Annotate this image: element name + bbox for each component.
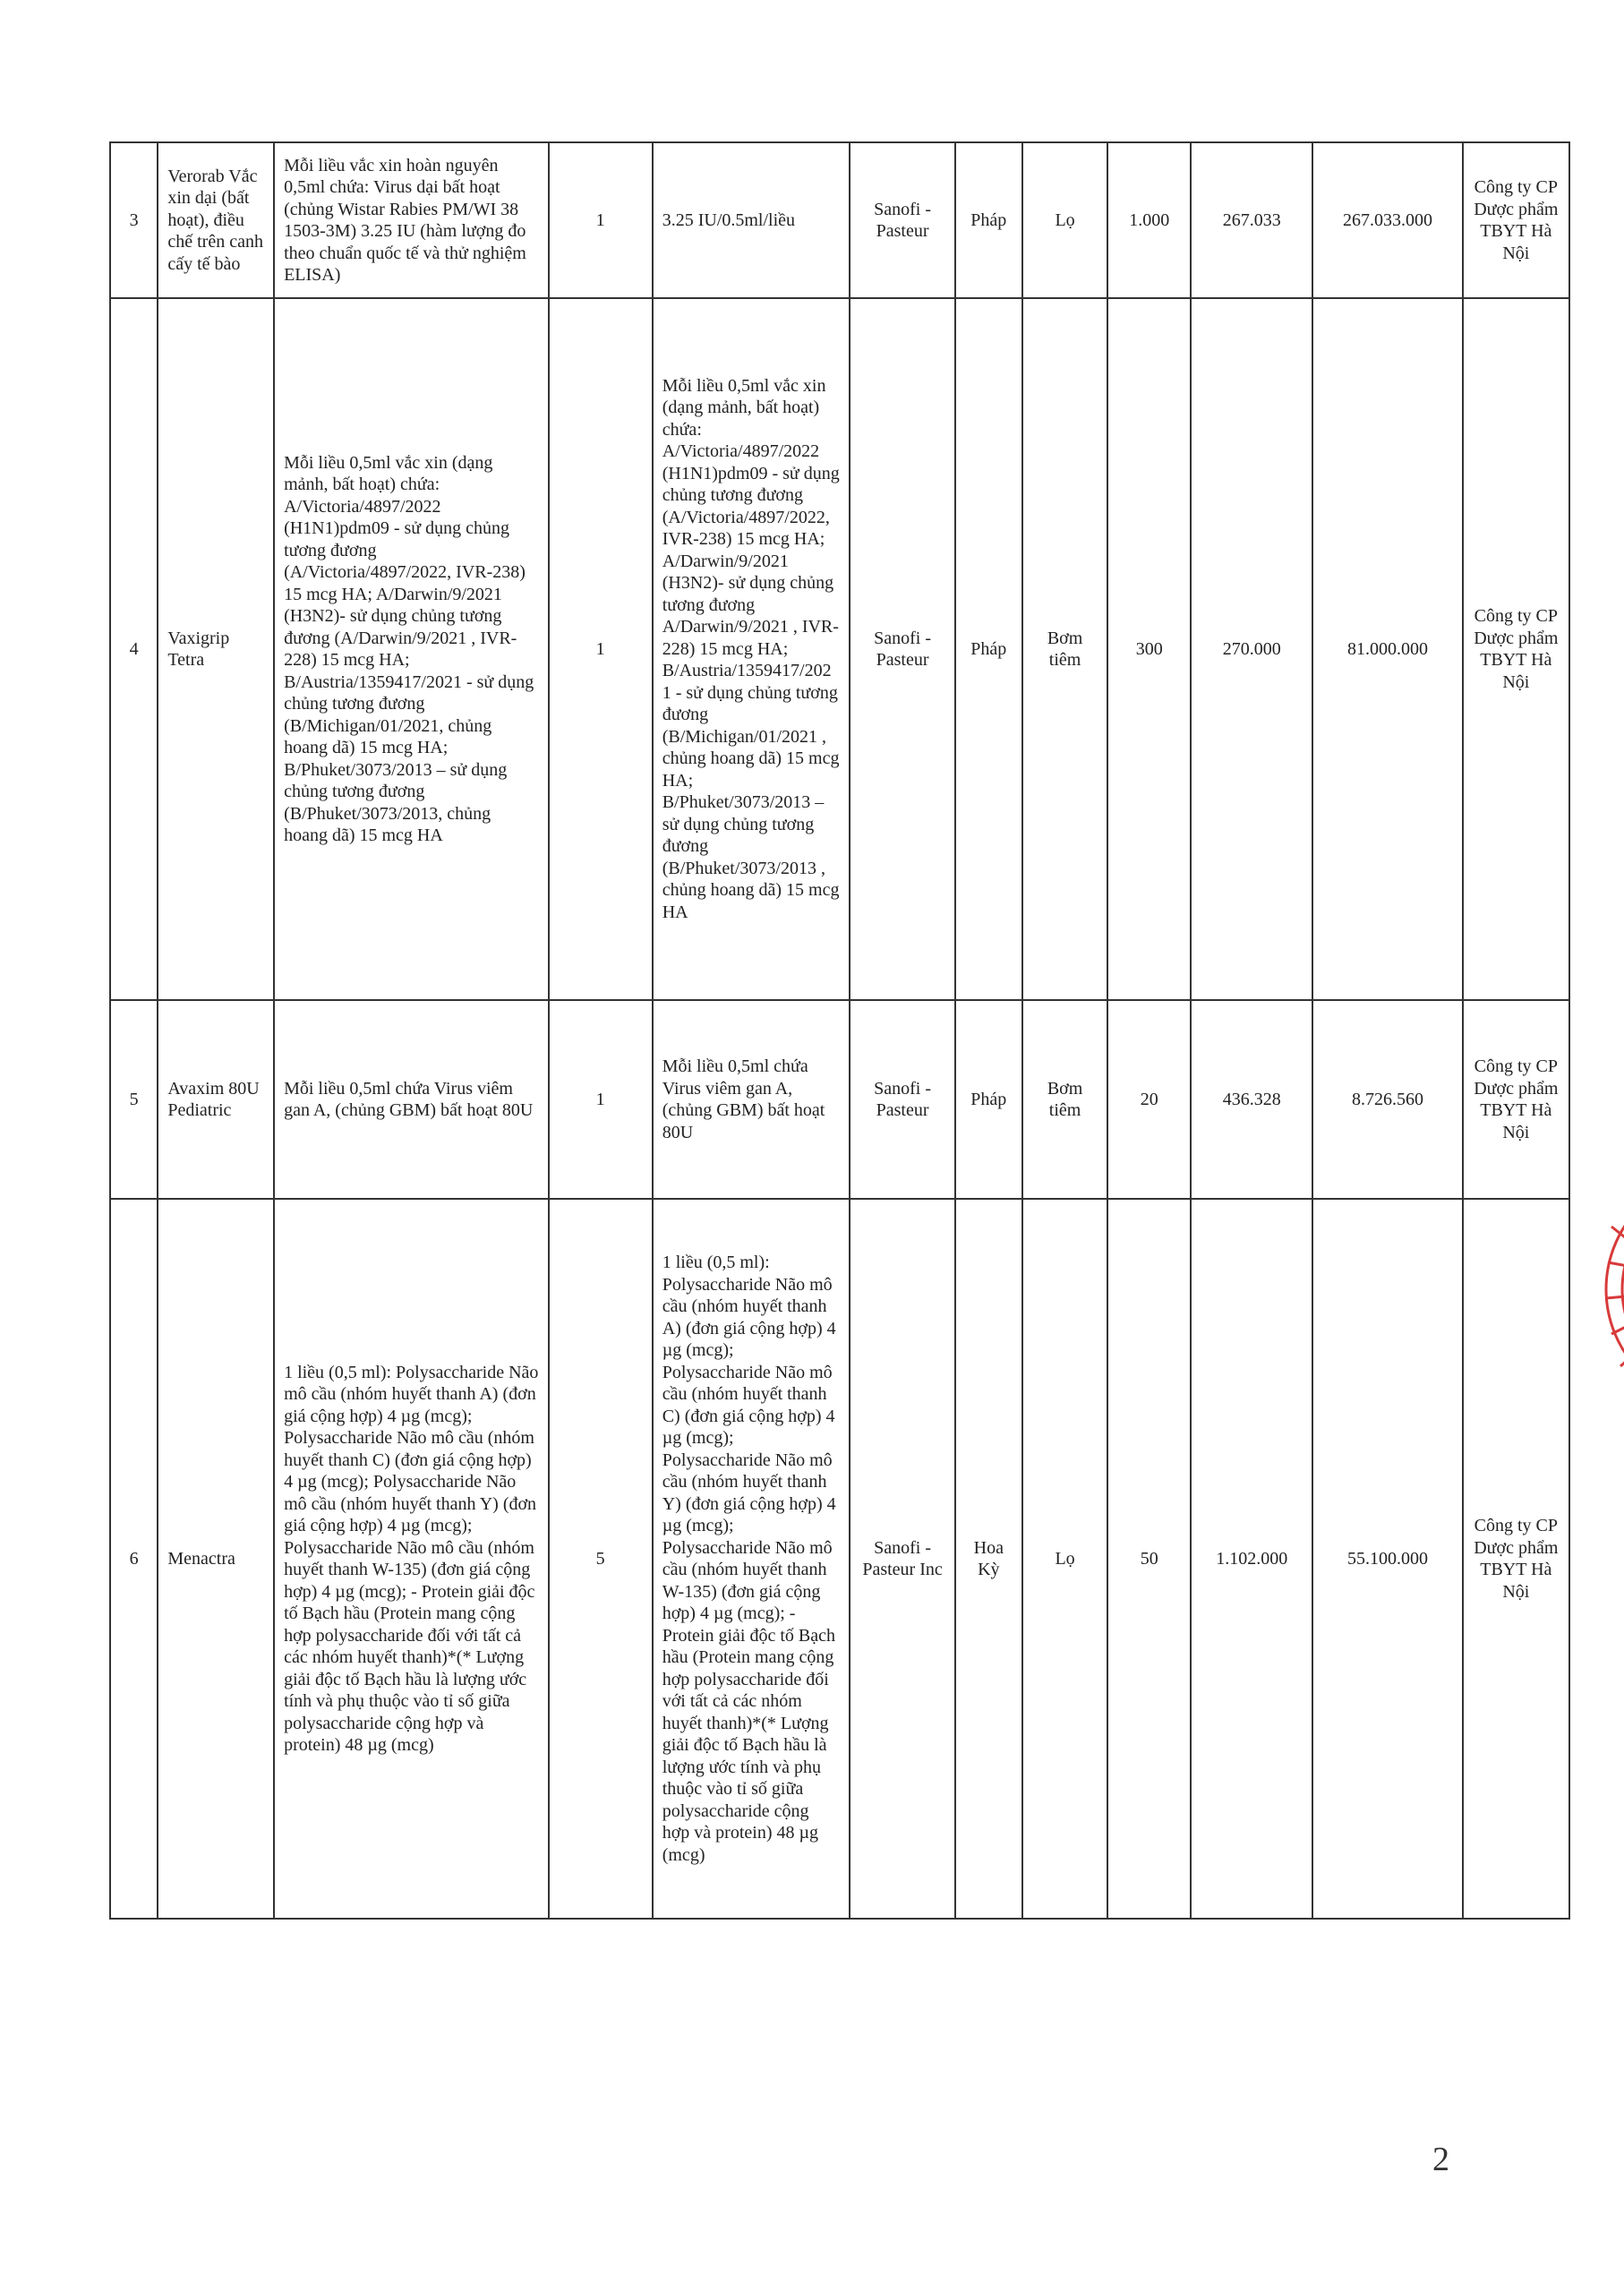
- cell-unit: Bơm tiêm: [1022, 298, 1107, 1000]
- cell-total: 81.000.000: [1312, 298, 1462, 1000]
- table-row: [110, 1000, 1569, 1199]
- cell-unit-price: 267.033: [1191, 142, 1312, 298]
- cell-name: Menactra: [158, 1199, 274, 1919]
- cell-concentration: 3.25 IU/0.5ml/liều: [653, 142, 850, 298]
- cell-supplier: Công ty CP Dược phẩm TBYT Hà Nội: [1463, 1000, 1569, 1199]
- cell-quantity: 20: [1107, 1000, 1191, 1199]
- cell-stt: 6: [110, 1199, 158, 1919]
- cell-group: 1: [549, 298, 653, 1000]
- document-sheet: [109, 141, 1570, 1920]
- cell-supplier: Công ty CP Dược phẩm TBYT Hà Nội: [1463, 1199, 1569, 1919]
- cell-supplier: Công ty CP Dược phẩm TBYT Hà Nội: [1463, 298, 1569, 1000]
- cell-stt: 4: [110, 298, 158, 1000]
- cell-name: Vaxigrip Tetra: [158, 298, 274, 1000]
- cell-unit-price: 1.102.000: [1191, 1199, 1312, 1919]
- cell-stt: 3: [110, 142, 158, 298]
- cell-country: Pháp: [955, 142, 1022, 298]
- cell-group: 1: [549, 142, 653, 298]
- cell-manufacturer: Sanofi - Pasteur Inc: [850, 1199, 954, 1919]
- cell-unit-price: 270.000: [1191, 298, 1312, 1000]
- red-stamp-seal-icon: [1588, 1155, 1624, 1424]
- vaccine-table: [109, 141, 1570, 1920]
- cell-quantity: 300: [1107, 298, 1191, 1000]
- cell-country: Hoa Kỳ: [955, 1199, 1022, 1919]
- table-row: [110, 1199, 1569, 1919]
- cell-quantity: 1.000: [1107, 142, 1191, 298]
- cell-composition: Mỗi liều 0,5ml chứa Virus viêm gan A, (chủng GBM) bất hoạt 80U: [274, 1000, 549, 1199]
- cell-concentration: 1 liều (0,5 ml): Polysaccharide Não mô cầu (nhóm huyết thanh A) (đơn giá cộng hợp) 4 µg (mcg); Polysaccharide Não mô cầu (nhóm huyết thanh C) (đơn giá cộng hợp) 4 µg (mcg); Polysaccharide Não mô cầu (nhóm huyết thanh Y) (đơn giá cộng hợp) 4 µg (mcg); Polysaccharide Não mô cầu (nhóm huyết thanh W-135) (đơn giá cộng hợp) 4 µg (mcg); - Protein giải độc tố Bạch hầu (Protein mang cộng hợp polysaccharide đối với tất cả các nhóm huyết thanh)*(* Lượng giải độc tố Bạch hầu là lượng ước tính và phụ thuộc vào tỉ số giữa polysaccharide cộng hợp và protein) 48 µg (mcg): [653, 1199, 850, 1919]
- table-row: [110, 298, 1569, 1000]
- cell-unit: Lọ: [1022, 142, 1107, 298]
- cell-country: Pháp: [955, 1000, 1022, 1199]
- cell-quantity: 50: [1107, 1199, 1191, 1919]
- cell-stt: 5: [110, 1000, 158, 1199]
- cell-unit: Bơm tiêm: [1022, 1000, 1107, 1199]
- cell-concentration: Mỗi liều 0,5ml vắc xin (dạng mảnh, bất hoạt) chứa: A/Victoria/4897/2022 (H1N1)pdm09 - sử dụng chủng tương đương (A/Victoria/4897/2022, IVR-238) 15 mcg HA; A/Darwin/9/2021 (H3N2)- sử dụng chủng tương đương A/Darwin/9/2021 , IVR-228) 15 mcg HA; B/Austria/1359417/2021 - sử dụng chủng tương đương (B/Michigan/01/2021 , chủng hoang dã) 15 mcg HA; B/Phuket/3073/2013 – sử dụng chủng tương đương (B/Phuket/3073/2013 , chủng hoang dã) 15 mcg HA: [653, 298, 850, 1000]
- cell-concentration: Mỗi liều 0,5ml chứa Virus viêm gan A, (chủng GBM) bất hoạt 80U: [653, 1000, 850, 1199]
- cell-total: 267.033.000: [1312, 142, 1462, 298]
- cell-manufacturer: Sanofi - Pasteur: [850, 142, 954, 298]
- cell-manufacturer: Sanofi - Pasteur: [850, 298, 954, 1000]
- cell-unit: Lọ: [1022, 1199, 1107, 1919]
- cell-composition: 1 liều (0,5 ml): Polysaccharide Não mô cầu (nhóm huyết thanh A) (đơn giá cộng hợp) 4 µg (mcg); Polysaccharide Não mô cầu (nhóm huyết thanh C) (đơn giá cộng hợp) 4 µg (mcg); Polysaccharide Não mô cầu (nhóm huyết thanh Y) (đơn giá cộng hợp) 4 µg (mcg); Polysaccharide Não mô cầu (nhóm huyết thanh W-135) (đơn giá cộng hợp) 4 µg (mcg); - Protein giải độc tố Bạch hầu (Protein mang cộng hợp polysaccharide đối với tất cả các nhóm huyết thanh)*(* Lượng giải độc tố Bạch hầu là lượng ước tính và phụ thuộc vào tỉ số giữa polysaccharide cộng hợp và protein) 48 µg (mcg): [274, 1199, 549, 1919]
- cell-group: 1: [549, 1000, 653, 1199]
- cell-composition: Mỗi liều 0,5ml vắc xin (dạng mảnh, bất hoạt) chứa: A/Victoria/4897/2022 (H1N1)pdm09 - sử dụng chủng tương đương (A/Victoria/4897/2022, IVR-238) 15 mcg HA; A/Darwin/9/2021 (H3N2)- sử dụng chủng tương đương (A/Darwin/9/2021 , IVR-228) 15 mcg HA; B/Austria/1359417/2021 - sử dụng chủng tương đương (B/Michigan/01/2021, chủng hoang dã) 15 mcg HA; B/Phuket/3073/2013 – sử dụng chủng tương đương (B/Phuket/3073/2013, chủng hoang dã) 15 mcg HA: [274, 298, 549, 1000]
- cell-unit-price: 436.328: [1191, 1000, 1312, 1199]
- cell-total: 55.100.000: [1312, 1199, 1462, 1919]
- cell-country: Pháp: [955, 298, 1022, 1000]
- cell-group: 5: [549, 1199, 653, 1919]
- table-row: [110, 142, 1569, 298]
- cell-manufacturer: Sanofi - Pasteur: [850, 1000, 954, 1199]
- cell-total: 8.726.560: [1312, 1000, 1462, 1199]
- cell-name: Verorab Vắc xin dại (bất hoạt), điều chế trên canh cấy tế bào: [158, 142, 274, 298]
- cell-name: Avaxim 80U Pediatric: [158, 1000, 274, 1199]
- cell-supplier: Công ty CP Dược phẩm TBYT Hà Nội: [1463, 142, 1569, 298]
- page-number: 2: [1432, 2141, 1449, 2178]
- cell-composition: Mỗi liều vắc xin hoàn nguyên 0,5ml chứa: Virus dại bất hoạt (chủng Wistar Rabies PM/WI 38 1503-3M) 3.25 IU (hàm lượng đo theo chuẩn quốc tế và thử nghiệm ELISA): [274, 142, 549, 298]
